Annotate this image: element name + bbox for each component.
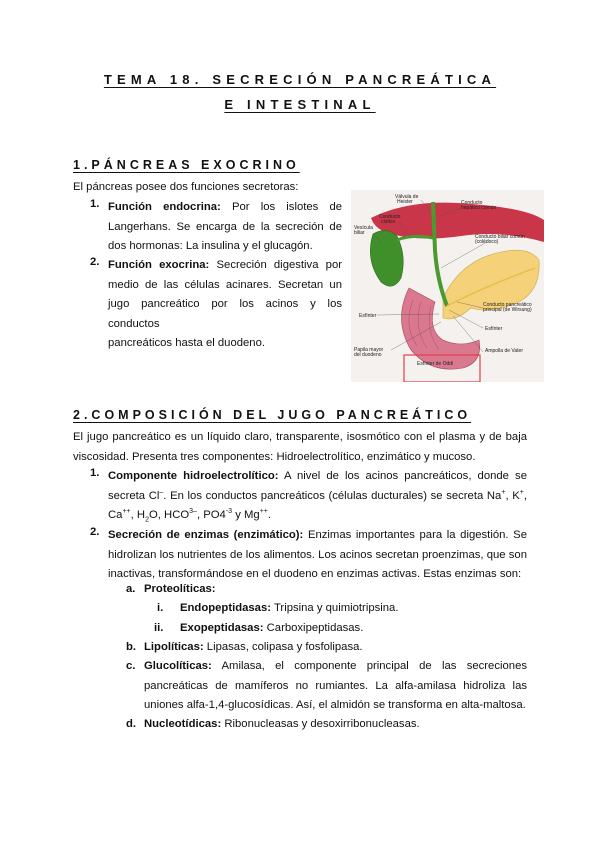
text-line: dos hormonas: La insulina y el glucagón. [108, 240, 313, 253]
term-label: Función exocrina: [108, 259, 210, 271]
text-segment: O, HCO [148, 509, 190, 522]
label-hepatico-2: hepático común [461, 205, 497, 211]
label-cistico-2: cístico [381, 219, 396, 225]
term-label: Secreción de enzimas (enzimático): [108, 529, 304, 541]
text-line: Ribonucleasas y desoxirribonucleasas. [224, 718, 420, 730]
label-vesicula-1: Vesícula [354, 225, 373, 231]
sub-letter: c. [126, 660, 136, 672]
text-segment: , H [130, 509, 146, 522]
text-line: A nivel de los acinos pancreáticos, donde se [284, 470, 527, 482]
term-label: Lipolíticas: [144, 641, 204, 653]
text-segment: secreta Cl [108, 489, 160, 502]
text-line: Lipasas, colipasa y fosfolipasa. [206, 641, 363, 653]
text-segment: , PO4 [196, 509, 226, 522]
text-line: pancreáticos hasta el duodeno. [108, 337, 266, 350]
text-line: Amilasa, el componente principal de las secreciones [221, 660, 527, 672]
text-line: pancreáticas de mamíferos no rumiantes. La alfa-amilasa hidroliza las [144, 679, 527, 692]
label-ampolla: Ampolla de Vater [485, 348, 523, 354]
sub-item-proteolytic [126, 580, 216, 600]
list-item-enzymatic [90, 526, 527, 585]
superscript: + [501, 488, 506, 496]
label-coledoco-2: (colédoco) [475, 239, 499, 245]
list-item-endocrine [90, 198, 342, 257]
list-number: 2. [90, 526, 100, 538]
text-segment: . En los conductos pancreáticos (células ducturales) se secreta Na [163, 489, 502, 502]
term-label: Proteolíticas: [144, 583, 216, 595]
label-coledoco-1: Conducto biliar común [475, 234, 525, 240]
section-heading-pancreas: 1.PÁNCREAS EXOCRINO [73, 158, 300, 172]
text-segment: , K [505, 489, 520, 502]
label-esfinter-right: Esfínter [485, 326, 503, 332]
section1-intro: El páncreas posee dos funciones secretoras: [73, 181, 299, 193]
label-vesicula-2: biliar [354, 230, 365, 236]
roman-number: i. [157, 602, 164, 614]
subscript: 2 [145, 516, 149, 524]
text-line: hidrolizan los nutrientes de los alimentos. Los acinos secretan proenzimas, que son [108, 548, 527, 561]
section2-intro [73, 428, 527, 467]
term-label: Endopeptidasas: [180, 602, 272, 614]
sub-letter: a. [126, 583, 136, 595]
sub-letter: d. [126, 718, 137, 730]
label-papila-2: del duodeno [354, 352, 382, 358]
label-papila-1: Papila mayor [354, 347, 384, 353]
list-item-exocrine [90, 256, 342, 354]
term-label: Nucleotídicas: [144, 718, 222, 730]
list-number: 1. [90, 198, 100, 210]
term-label: Glucolíticas: [144, 660, 212, 672]
text-line: Langerhans. Se encarga de la secreción de [108, 220, 342, 233]
text-segment: , [523, 489, 527, 502]
list-number: 1. [90, 467, 100, 479]
list-item-hydroelectrolytic [90, 467, 527, 526]
label-cistico-1: Conducto [379, 214, 401, 220]
pancreas-anatomy-figure [351, 190, 544, 382]
text-line: viscosidad. Presenta tres componentes: Hidroelectrolítico, enzimático y mucoso. [73, 450, 476, 463]
text-line: inactivas, transformándose en el duodeno en enzimas activas. Estas enzimas son: [108, 568, 522, 581]
roman-item-exopeptidases [154, 619, 364, 639]
label-wirsung-1: Conducto pancreático [483, 302, 532, 308]
sub-item-nucleotidic [126, 715, 420, 735]
text-line: jugo pancreático por los acinos y los conductos [108, 298, 342, 330]
roman-number: ii. [154, 622, 164, 634]
text-line: Enzimas importantes para la digestión. Se [307, 529, 527, 541]
label-wirsung-2: principal (de Wirsung) [483, 307, 532, 313]
term-label: Función endocrina: [108, 201, 221, 213]
label-valvula: Válvula de [395, 194, 419, 200]
sub-item-glycolytic [126, 657, 527, 716]
text-line: uniones alfa-1,4-glucosídicas. Así, el almidón se transforma en alta-maltosa. [144, 699, 526, 712]
sub-letter: b. [126, 641, 137, 653]
section-heading-composition: 2.COMPOSICIÓN DEL JUGO PANCREÁTICO [73, 408, 472, 422]
superscript: – [159, 488, 164, 496]
superscript: ++ [122, 508, 131, 516]
label-heister: Heister [397, 199, 413, 205]
label-hepatico-1: Conducto [461, 200, 483, 206]
sub-item-lipolytic [126, 638, 363, 658]
text-segment: Ca [108, 509, 123, 522]
superscript: 3– [189, 508, 197, 516]
superscript: -3 [225, 508, 233, 516]
text-segment: . [267, 509, 272, 522]
roman-item-endopeptidases [157, 599, 399, 619]
page-title: TEMA 18. SECRECIÓN PANCREÁTICA [103, 72, 497, 87]
text-line: medio de las células acinares. Secretan un [108, 278, 342, 291]
list-number: 2. [90, 256, 100, 268]
label-oddi: Esfínter de Oddi [417, 361, 454, 367]
text-line: Carboxipeptidasas. [266, 622, 364, 634]
superscript: ++ [259, 508, 268, 516]
text-line: Secreción digestiva por [216, 259, 342, 271]
term-label: Exopeptidasas: [180, 622, 264, 634]
text-line: El jugo pancreático es un líquido claro, transparente, isosmótico con el plasma y de baja [73, 431, 527, 443]
text-segment: y Mg [232, 509, 260, 522]
page-title-line2: E INTESTINAL [224, 97, 376, 112]
superscript: + [519, 488, 524, 496]
label-esfinter-left: Esfínter [359, 313, 377, 319]
term-label: Componente hidroelectrolítico: [108, 470, 279, 482]
text-line: Por los islotes de [231, 201, 343, 213]
text-line: Tripsina y quimiotripsina. [273, 602, 399, 614]
